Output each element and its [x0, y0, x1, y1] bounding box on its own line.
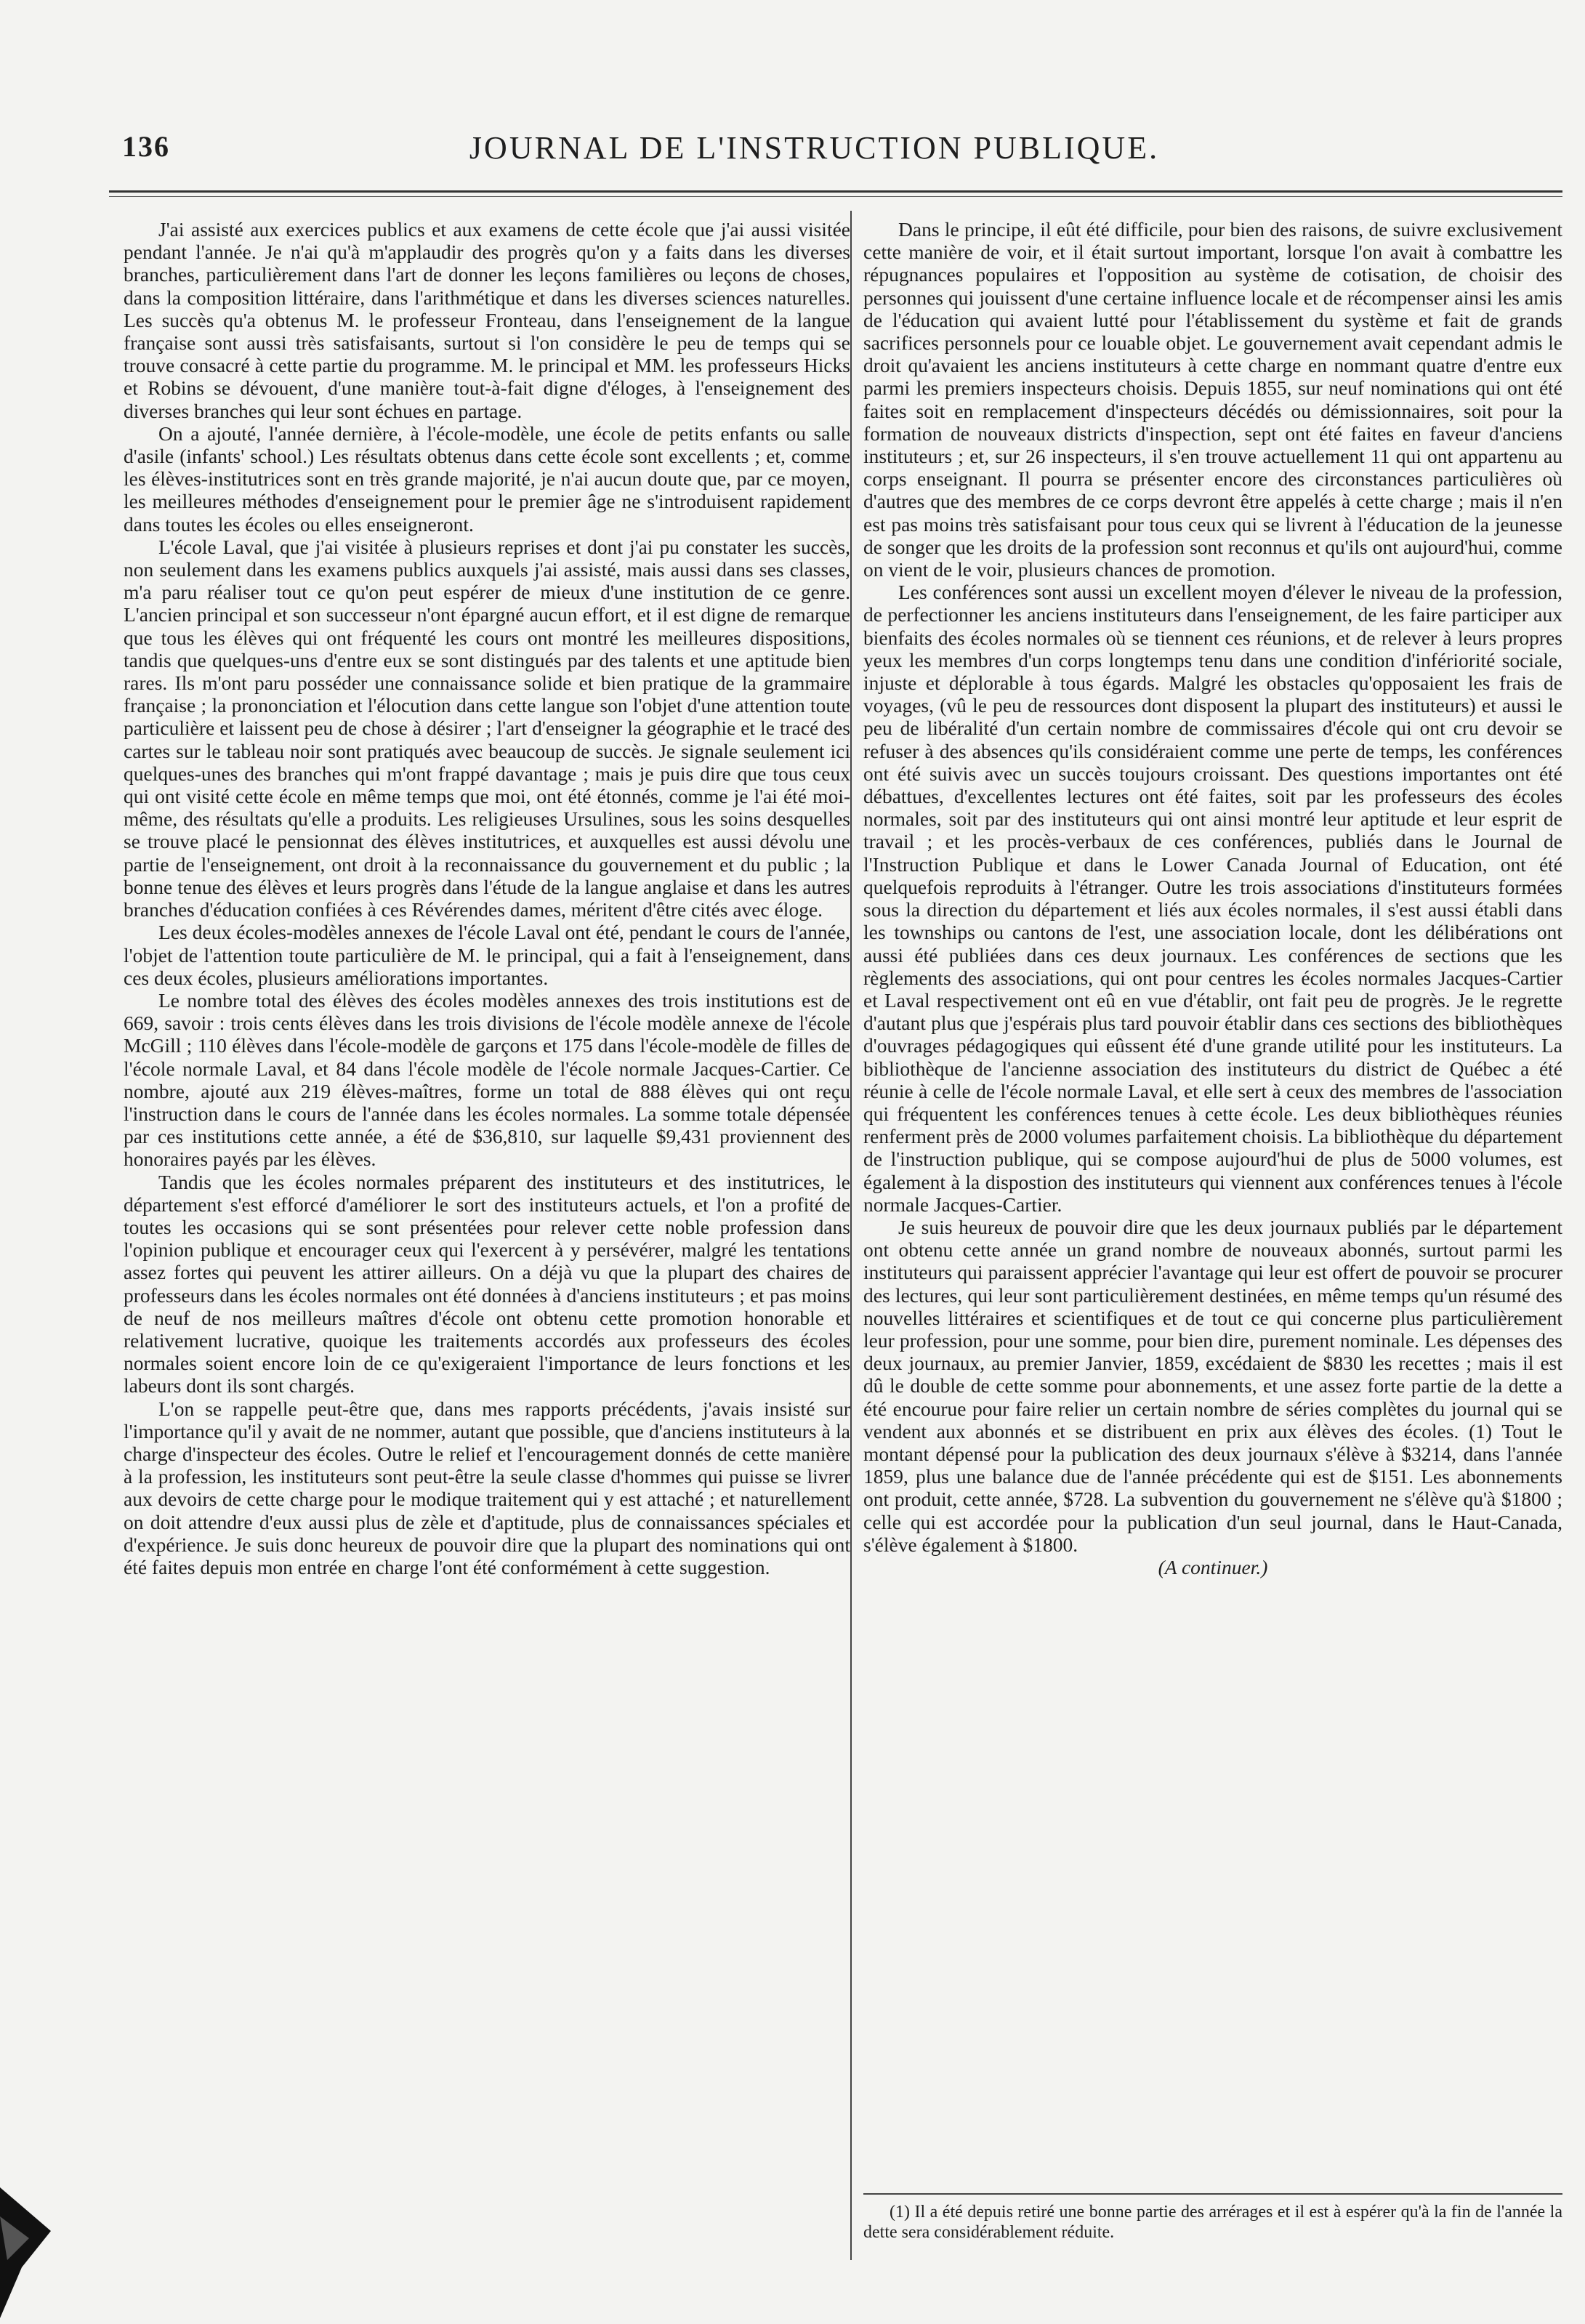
paragraph: L'on se rappelle peut-être que, dans mes rapports précédents, j'avais insisté sur l'importance qu'il y avait de ne nommer, autant que possible, que d'anciens instituteurs à la charge d'inspecteur des écoles. Outre le relief et l'encouragement donnés de cette manière à la profession, les instituteurs sont peut-être la seule classe d'hommes qui puisse se livrer aux devoirs de cette charge pour le modique traitement qui y est attaché ; et naturellement on doit attendre d'eux aussi plus de zèle et d'aptitude, plus de connaissances spéciales et d'expérience. Je suis donc heureux de pouvoir dire que la plupart des nominations qui ont été faites depuis mon entrée en charge l'ont été conformément à cette suggestion.	[124, 1397, 850, 1578]
paragraph: L'école Laval, que j'ai visitée à plusieurs reprises et dont j'ai pu constater les succès, non seulement dans les examens publics auxquels j'ai assisté, mais aussi dans ses classes, m'a paru réaliser tout ce qu'on peut espérer de mieux d'une institution de ce genre. L'ancien principal et son successeur n'ont épargné aucun effort, et il est digne de remarque que tous les élèves qui ont fréquenté les cours ont montré les meilleures dispositions, tandis que quelques-uns d'entre eux se sont distingués par des talents et une aptitude bien rares. Ils m'ont paru posséder une connaissance solide et bien pratique de la grammaire française ; la prononciation et l'élocution dans cette langue son l'objet d'une attention toute particulière et laissent peu de chose à désirer ; l'art d'enseigner la géographie et le tracé des cartes sur le tableau noir sont pratiqués avec beaucoup de succès. Je signale seulement ici quelques-unes des branches qui m'ont frappé davantage ; mais je puis dire que tous ceux qui ont visité cette école en même temps que moi, ont été étonnés, comme je l'ai été moi-même, des résultats qu'elle a produits. Les religieuses Ursulines, sous les soins desquelles se trouve placé le pensionnat des élèves institutrices, et auxquelles est aussi dévolu une partie de l'enseignement, ont droit à la reconnaissance du gouvernement et du public ; la bonne tenue des élèves et leurs progrès dans l'étude de la langue anglaise et dans les autres branches d'éducation confiées à ces Révérendes dames, méritent d'être cités avec éloge.	[124, 535, 850, 921]
paragraph: Le nombre total des élèves des écoles modèles annexes des trois institutions est de 669, savoir : trois cents élèves dans les trois divisions de l'école modèle annexe de l'école McGill ; 110 élèves dans l'école-modèle de garçons et 175 dans l'école-modèle de filles de l'école normale Laval, et 84 dans l'école modèle de l'école normale Jacques-Cartier. Ce nombre, ajouté aux 219 élèves-maîtres, forme un total de 888 élèves qui ont reçu l'instruction dans le cours de l'année dans les écoles normales. La somme totale dépensée par ces institutions cette année, a été de $36,810, sur laquelle $9,431 proviennent des honoraires payés par les élèves.	[124, 988, 850, 1171]
paragraph: Je suis heureux de pouvoir dire que les deux journaux publiés par le département ont obtenu cette année un grand nombre de nouveaux abonnés, surtout parmi les instituteurs qui paraissent apprécier l'avantage qui leur est offert de pouvoir se procurer des lectures, qui leur sont particulièrement destinées, en même temps qu'un résumé des nouvelles littéraires et scientifiques et de tout ce qui concerne plus particulièrement leur profession, pour une somme, pour bien dire, purement nominale. Les dépenses des deux journaux, au premier Janvier, 1859, excédaient de $830 les recettes ; mais il est dû le double de cette somme pour abonnements, et une assez forte partie de la dette a été encourue pour faire relier un certain nombre de séries complètes du journal qui se vendent aux abonnés et se distribuent en prix aux élèves des écoles. (1) Tout le montant dépensé pour la publication des deux journaux s'élève à $3214, dans l'année 1859, plus une balance due de l'année précédente qui est de $151. Les abonnements ont produit, cette année, $728. La subvention du gouvernement ne s'élève qu'à $1800 ; celle qui est accordée pour la publication d'un seul journal, dans le Haut-Canada, s'élève également à $1800.	[863, 1215, 1562, 1556]
header-rule-thin	[109, 196, 1562, 197]
right-column	[863, 218, 1562, 1578]
continuation-note: (A continuer.)	[1158, 1555, 1268, 1578]
left-column	[124, 218, 850, 1578]
paragraph: Les deux écoles-modèles annexes de l'école Laval ont été, pendant le cours de l'année, l'objet de l'attention toute particulière de M. le principal, qui a fait à l'enseignement, dans ces deux écoles, plusieurs améliorations importantes.	[124, 921, 850, 989]
binding-edge-mark	[0, 2173, 65, 2324]
paragraph: Dans le principe, il eût été difficile, pour bien des raisons, de suivre exclusivement cette manière de voir, et il était surtout important, lorsque l'on avait à combattre les répugnances populaires et l'opposition au système de cotisation, de choisir des personnes qui jouissent d'une certaine influence locale et de récompenser ainsi les amis de l'éducation qui avaient lutté pour l'établissement du système et fait de grands sacrifices personnels pour ce louable objet. Le gouvernement avait cependant admis le droit qu'avaient les anciens instituteurs à cette charge en nommant quatre d'entre eux parmi les premiers inspecteurs choisis. Depuis 1855, sur neuf nominations qui ont été faites soit en remplacement d'inspecteurs décédés ou démissionnaires, soit pour la formation de nouveaux districts d'inspection, sept ont été faites en faveur d'anciens instituteurs ; et, sur 26 inspecteurs, il s'en trouve actuellement 11 qui ont appartenu au corps enseignant. Il pourra se présenter encore des circonstances particulières où d'autres que des membres de ce corps devront être appelés à cette charge ; mais il n'en est pas moins très satisfaisant pour tous ceux qui se livrent à l'éducation de la jeunesse de songer que les droits de la profession sont reconnus et qu'ils ont aujourd'hui, comme on vient de le voir, plusieurs chances de promotion.	[863, 218, 1562, 581]
paragraph: Les conférences sont aussi un excellent moyen d'élever le niveau de la profession, de perfectionner les anciens instituteurs dans l'enseignement, de les faire participer aux bienfaits des écoles normales où se tiennent ces réunions, et de relever à leurs propres yeux les membres d'un corps longtemps tenu dans une condition d'infériorité sociale, injuste et déplorable à tous égards. Malgré les obstacles qu'opposaient les frais de voyages, (vû le peu de ressources dont disposent la plupart des instituteurs) et aussi le peu de libéralité d'un certain nombre de commissaires d'école qui ont cru devoir se refuser à des absences qu'ils considéraient comme une perte de temps, les conférences ont été suivis avec un succès toujours croissant. Des questions importantes ont été débattues, d'excellentes lectures ont été faites, soit par les professeurs des écoles normales, soit par des instituteurs qui ont ainsi montré leur aptitude et leur esprit de travail ; et les procès-verbaux de ces conférences, publiés dans le Journal de l'Instruction Publique et dans le Lower Canada Journal of Education, ont été quelquefois reproduits à l'étranger. Outre les trois associations d'instituteurs formées sous la direction du département et liés aux écoles normales, il s'est aussi établi dans les townships ou cantons de l'est, une association locale, dont les délibérations ont aussi été publiées dans ces deux journaux. Les conférences de sections que les règlements des associations, qui ont pour centres les écoles normales Jacques-Cartier et Laval respectivement ont eû en vue d'établir, ont fait peu de progrès. Je le regrette d'autant plus que j'espérais plus tard pouvoir établir dans ces sections des bibliothèques d'ouvrages pédagogiques qui eûssent été d'une grande utilité pour les instituteurs. La bibliothèque de l'ancienne association des instituteurs du district de Québec a été réunie à celle de l'école normale Laval, et elle sert à ceux des membres de l'association qui fréquentent les conférences tenues à cette école. Les deux bibliothèques réunies renferment près de 2000 volumes parfaitement choisis. La bibliothèque du département de l'instruction publique, qui se compose aujourd'hui de plus de 5000 volumes, est également à la dispostion des instituteurs qui viennent aux conférences tenues à l'école normale Jacques-Cartier.	[863, 581, 1562, 1216]
footnote-rule	[863, 2193, 1562, 2195]
footnote: (1) Il a été depuis retiré une bonne partie des arrérages et il est à espérer qu'à la fin de l'année la dette sera considérablement réduite.	[863, 2203, 1562, 2242]
column-divider	[850, 211, 852, 2260]
running-head-title: JOURNAL DE L'INSTRUCTION PUBLIQUE.	[469, 130, 1160, 166]
header-rule	[109, 190, 1562, 193]
paragraph: J'ai assisté aux exercices publics et aux examens de cette école que j'ai aussi visitée pendant l'année. Je n'ai qu'à m'applaudir des progrès qu'on y a faits dans les diverses branches, particulièrement dans l'art de donner les leçons familières ou leçons de choses, dans la composition littéraire, dans l'arithmétique et dans les diverses sciences naturelles. Les succès qu'a obtenus M. le professeur Fronteau, dans l'enseignement de la langue française sont aussi très satisfaisants, surtout si l'on considère le peu de temps qui se trouve consacré à cette partie du programme. M. le principal et MM. les professeurs Hicks et Robins se dévouent, d'une manière tout-à-fait digne d'éloges, à l'enseignement des diverses branches qui leur sont échues en partage.	[124, 218, 850, 422]
paragraph: Tandis que les écoles normales préparent des instituteurs et des institutrices, le département s'est efforcé d'améliorer le sort des instituteurs actuels, et l'on a profité de toutes les occasions qui se sont présentées pour relever cette noble profession dans l'opinion publique et encourager ceux qui l'exercent à y persévérer, malgré les tentations assez fortes qui peuvent les attirer ailleurs. On a déjà vu que la plupart des chaires de professeurs dans les écoles normales ont été données à d'anciens instituteurs ; et pas moins de neuf de nos meilleurs maîtres d'école ont obtenu cette promotion honorable et relativement lucrative, quoique les traitements accordés aux professeurs des écoles normales soient encore loin de ce qu'exigeraient l'importance de leurs fonctions et les labeurs dont ils sont chargés.	[124, 1170, 850, 1397]
paragraph: On a ajouté, l'année dernière, à l'école-modèle, une école de petits enfants ou salle d'asile (infants' school.) Les résultats obtenus dans cette école sont excellents ; et, comme les élèves-institutrices sont en très grande majorité, je n'ai aucun doute que, par ce moyen, les meilleures méthodes d'enseignement pour le premier âge ne s'introduisent rapidement dans toutes les écoles ou elles enseigneront.	[124, 421, 850, 536]
page-number: 136	[122, 130, 170, 163]
